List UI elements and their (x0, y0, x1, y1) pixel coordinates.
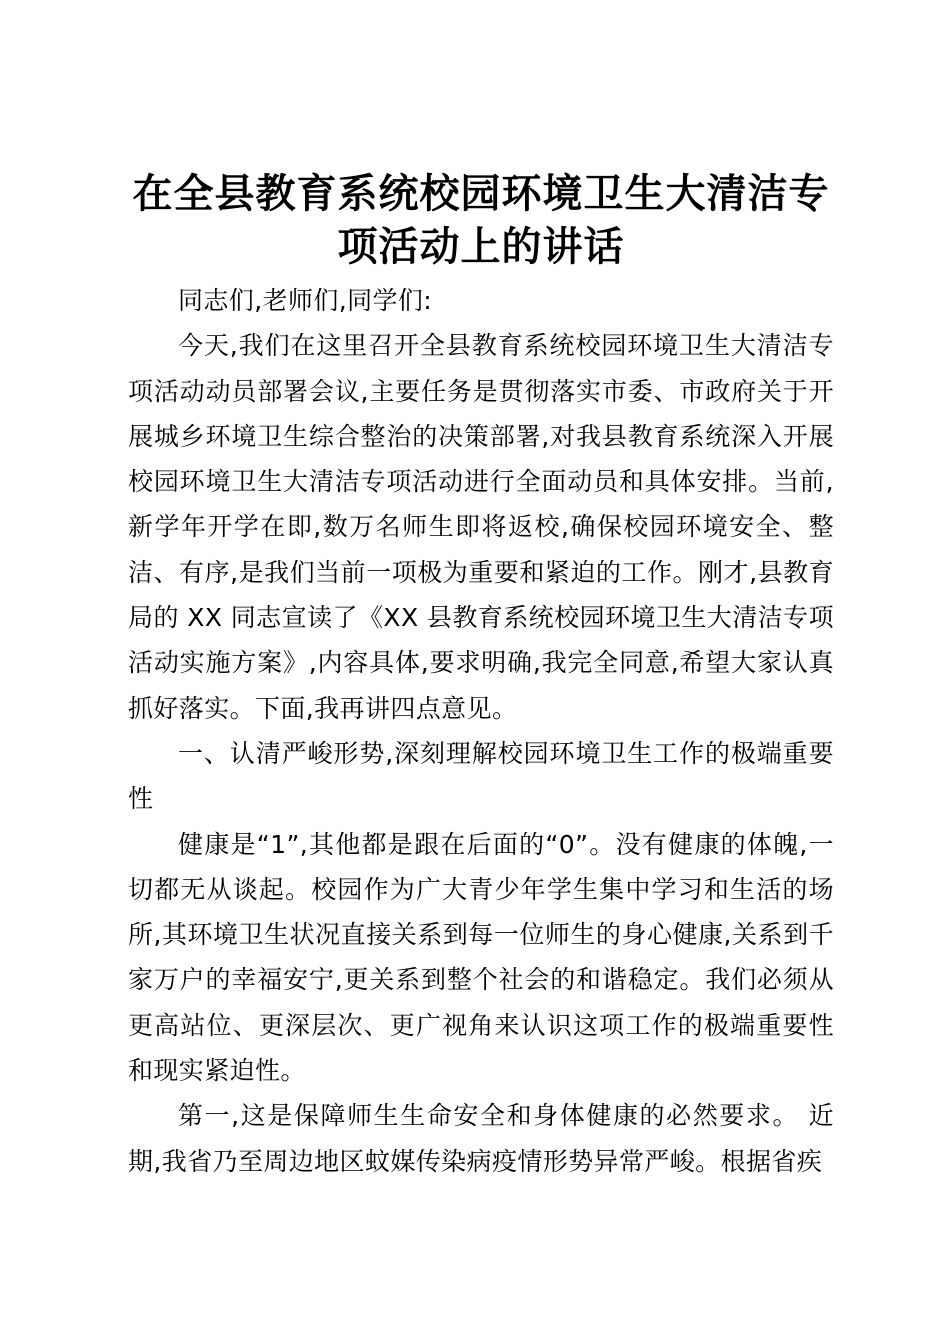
document-body (128, 168, 834, 1184)
paragraph-first-point: 第一,这是保障师生生命安全和身体健康的必然要求。 近期,我省乃至周边地区蚊媒传染病疫情形势异常严峻。根据省疾 (128, 1101, 834, 1176)
paragraph-intro: 今天,我们在这里召开全县教育系统校园环境卫生大清洁专项活动动员部署会议,主要任务是贯彻落实市委、市政府关于开展城乡环境卫生综合整治的决策部署,对我县教育系统深入开展校园环境卫生大清洁专项活动进行全面动员和具体安排。当前,新学年开学在即,数万名师生即将返校,确保校园环境安全、整洁、有序,是我们当前一项极为重要和紧迫的工作。刚才,县教育局的 XX 同志宣读了《XX 县教育系统校园环境卫生大清洁专项活动实施方案》,内容具体,要求明确,我完全同意,希望大家认真抓好落实。下面,我再讲四点意见。 (128, 331, 834, 723)
paragraph-health: 健康是“1”,其他都是跟在后面的“0”。没有健康的体魄,一切都无从谈起。校园作为广大青少年学生集中学习和生活的场所,其环境卫生状况直接关系到每一位师生的身心健康,关系到千家万户的幸福安宁,更关系到整个社会的和谐稳定。我们必须从更高站位、更深层次、更广视角来认识这项工作的极端重要性和现实紧迫性。 (128, 829, 834, 1086)
section-heading-one: 一、认清严峻形势,深刻理解校园环境卫生工作的极端重要性 (128, 738, 834, 814)
document-title: 在全县教育系统校园环境卫生大清洁专项活动上的讲话 (132, 171, 830, 270)
salutation: 同志们,老师们,同学们: (178, 286, 433, 315)
